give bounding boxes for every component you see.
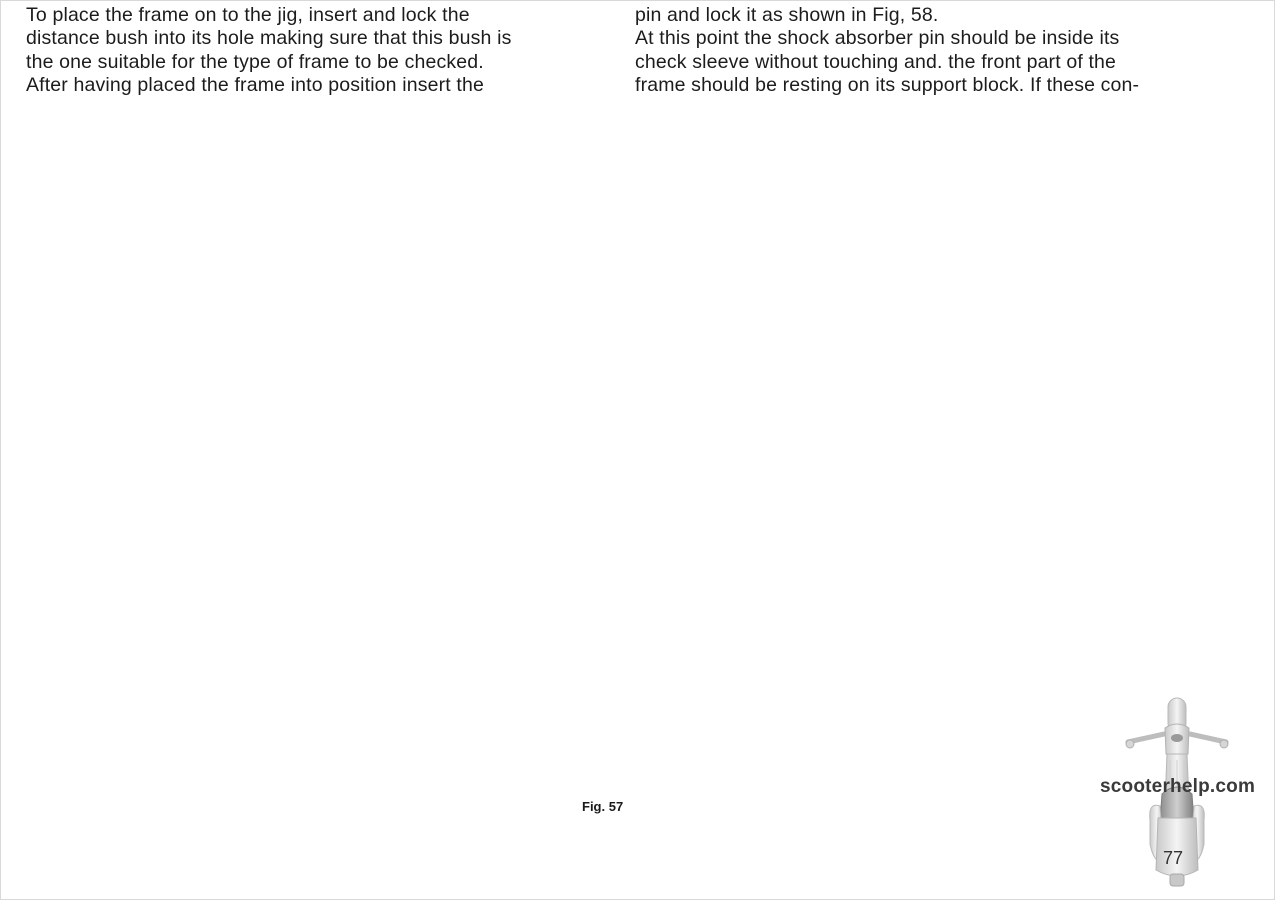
left-text-column bbox=[26, 4, 511, 97]
right-text-line-2: At this point the shock absorber pin should be inside its bbox=[635, 27, 1120, 50]
left-text-line-3: the one suitable for the type of frame to be checked. bbox=[26, 50, 484, 73]
page-number: 77 bbox=[1163, 848, 1184, 868]
figure-caption: Fig. 57 bbox=[582, 799, 624, 814]
right-text-line-3: check sleeve without touching and. the front part of the bbox=[635, 50, 1117, 73]
left-text-line-2: distance bush into its hole making sure that this bush is bbox=[26, 27, 512, 50]
right-text-line-1: pin and lock it as shown in Fig, 58. bbox=[635, 4, 939, 26]
right-text-line-4: frame should be resting on its support block. If these con- bbox=[635, 73, 1140, 96]
watermark-text: scooterhelp.com bbox=[1100, 776, 1256, 797]
left-text-line-4: After having placed the frame into position insert the bbox=[26, 73, 484, 96]
right-text-column bbox=[635, 4, 1139, 97]
left-text-line-1: To place the frame on to the jig, insert and lock the bbox=[26, 4, 470, 26]
